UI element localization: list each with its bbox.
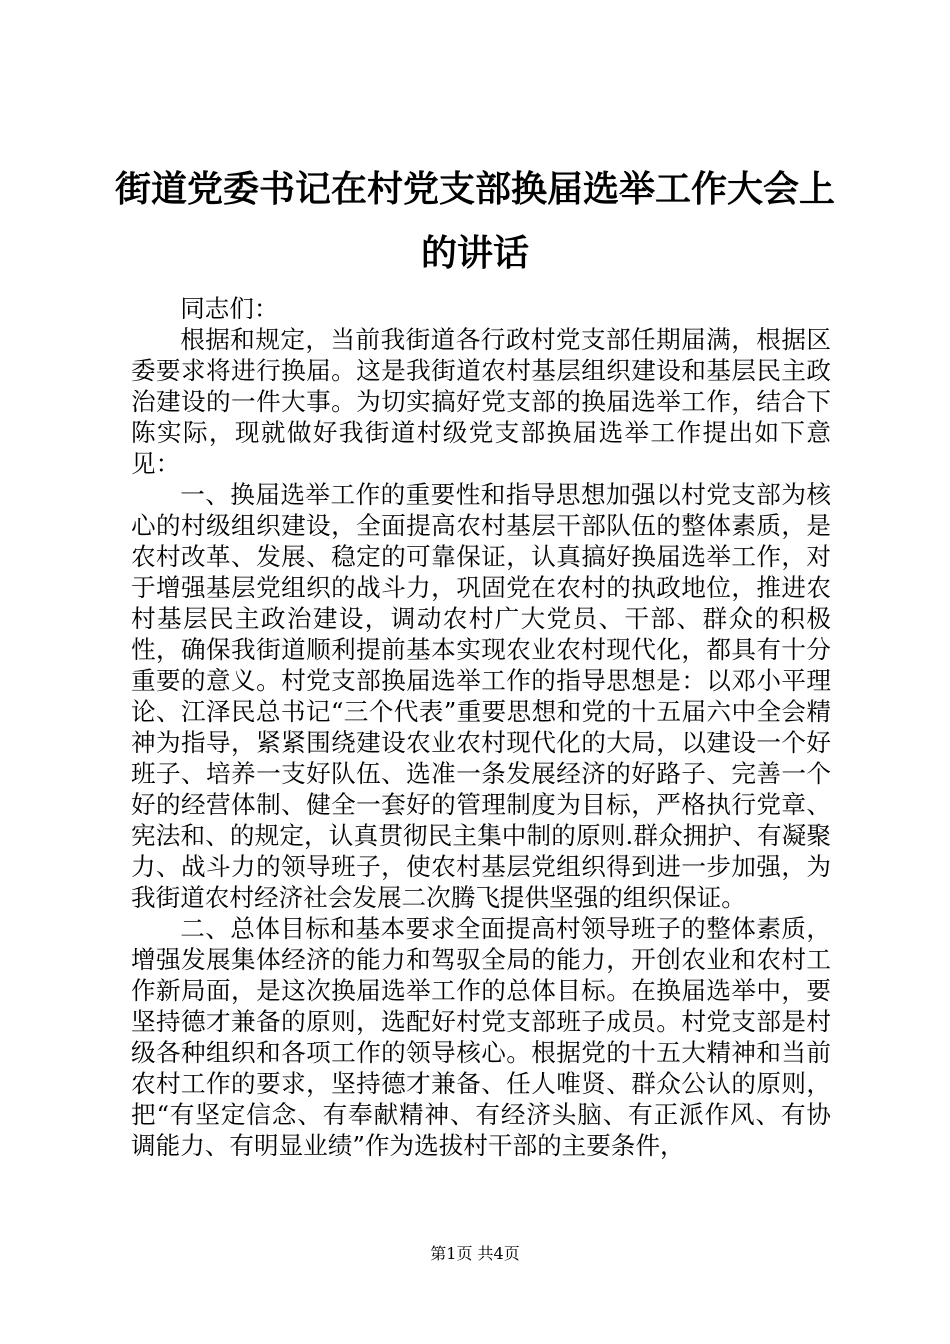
document-body	[131, 293, 831, 1161]
page-footer: 第1页 共4页	[430, 1244, 520, 1263]
paragraph-intro: 根据和规定，当前我街道各行政村党支部任期届满，根据区委要求将进行换届。这是我街道农村基层组织建设和基层民主政治建设的一件大事。为切实搞好党支部的换届选举工作，结合下陈实际，现就做好我街道村级党支部换届选举工作提出如下意见：	[131, 325, 831, 478]
paragraph-section-2: 二、总体目标和基本要求全面提高村领导班子的整体素质，增强发展集体经济的能力和驾驭全局的能力，开创农业和农村工作新局面，是这次换届选举工作的总体目标。在换届选举中，要坚持德才兼备的原则，选配好村党支部班子成员。村党支部是村级各种组织和各项工作的领导核心。根据党的十五大精神和当前农村工作的要求，坚持德才兼备、任人唯贤、群众公认的原则，把“有坚定信念、有奉献精神、有经济头脑、有正派作风、有协调能力、有明显业绩”作为选拔村干部的主要条件，	[131, 914, 831, 1160]
paragraph-section-1: 一、换届选举工作的重要性和指导思想加强以村党支部为核心的村级组织建设，全面提高农村基层干部队伍的整体素质，是农村改革、发展、稳定的可靠保证，认真搞好换届选举工作，对于增强基层党组织的战斗力，巩固党在农村的执政地位，推进农村基层民主政治建设，调动农村广大党员、干部、群众的积极性，确保我街道顺利提前基本实现农业农村现代化，都具有十分重要的意义。村党支部换届选举工作的指导思想是：以邓小平理论、江泽民总书记“三个代表”重要思想和党的十五届六中全会精神为指导，紧紧围绕建设农业农村现代化的大局，以建设一个好班子、培养一支好队伍、选准一条发展经济的好路子、完善一个好的经营体制、健全一套好的管理制度为目标，严格执行党章、宪法和、的规定，认真贯彻民主集中制的原则.群众拥护、有凝聚力、战斗力的领导班子，使农村基层党组织得到进一步加强，为我街道农村经济社会发展二次腾飞提供坚强的组织保证。	[131, 480, 831, 912]
document-title: 街道党委书记在村党支部换届选举工作大会上的讲话	[114, 169, 835, 274]
salutation: 同志们：	[180, 294, 279, 323]
